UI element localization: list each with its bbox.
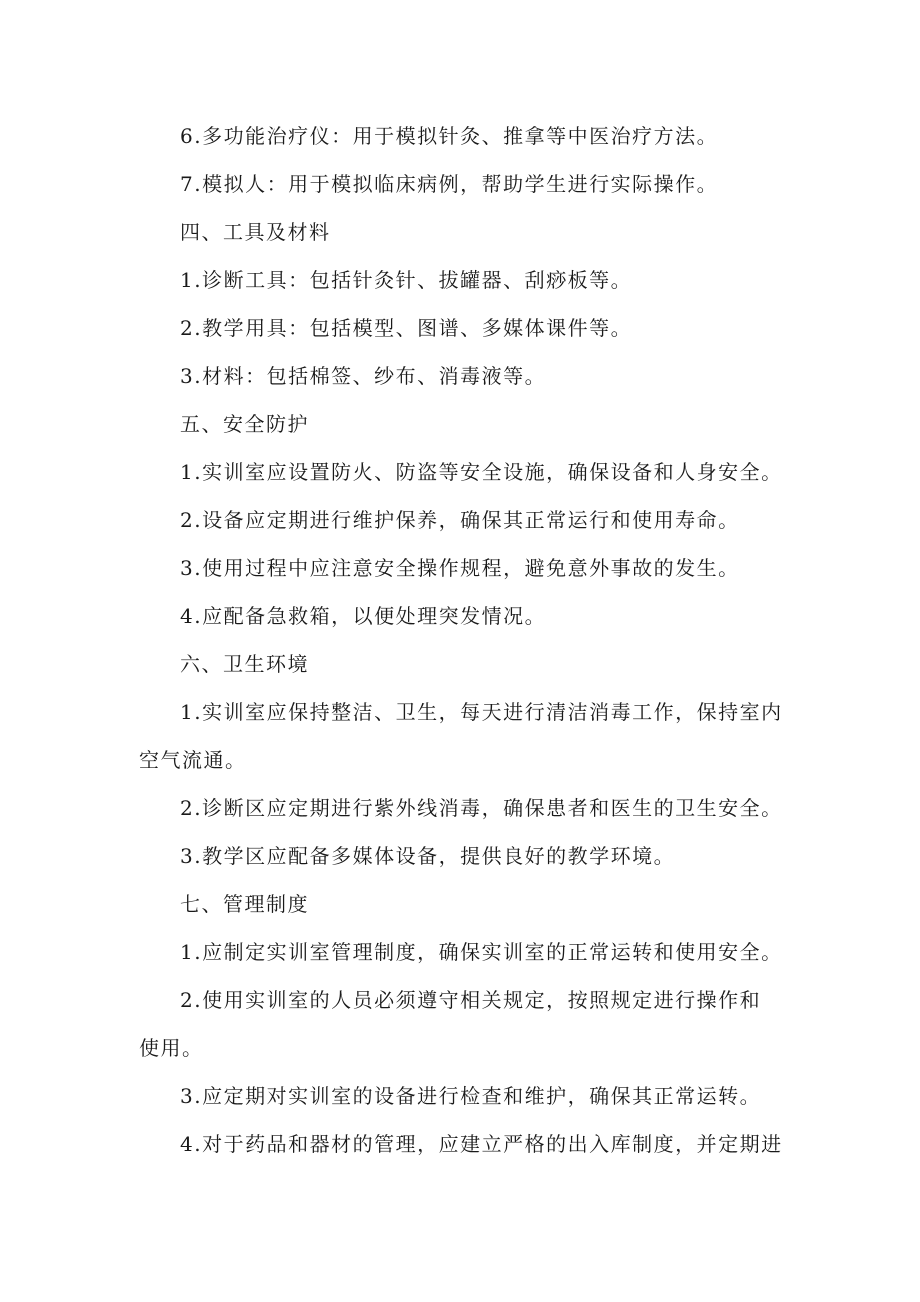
paragraph bbox=[139, 352, 789, 400]
paragraph-continuation-line: 使用。 bbox=[139, 1036, 204, 1060]
document-body bbox=[139, 112, 789, 1168]
paragraph bbox=[139, 784, 789, 832]
paragraph-first-line: 七、管理制度 bbox=[180, 892, 309, 916]
paragraph bbox=[139, 832, 789, 880]
paragraph-first-line: 2.使用实训室的人员必须遵守相关规定，按照规定进行操作和 bbox=[180, 988, 762, 1012]
paragraph-first-line: 3.使用过程中应注意安全操作规程，避免意外事故的发生。 bbox=[180, 556, 740, 580]
paragraph-first-line: 2.教学用具：包括模型、图谱、多媒体课件等。 bbox=[180, 316, 633, 340]
paragraph bbox=[139, 448, 789, 496]
paragraph bbox=[139, 928, 789, 976]
paragraph-first-line: 1.应制定实训室管理制度，确保实训室的正常运转和使用安全。 bbox=[180, 940, 783, 964]
paragraph-first-line: 3.应定期对实训室的设备进行检查和维护，确保其正常运转。 bbox=[180, 1084, 762, 1108]
paragraph-first-line: 六、卫生环境 bbox=[180, 652, 309, 676]
paragraph bbox=[139, 976, 789, 1072]
paragraph bbox=[139, 160, 789, 208]
paragraph-first-line: 3.教学区应配备多媒体设备，提供良好的教学环境。 bbox=[180, 844, 676, 868]
paragraph bbox=[139, 304, 789, 352]
paragraph bbox=[139, 208, 789, 256]
paragraph bbox=[139, 592, 789, 640]
paragraph-first-line: 1.实训室应设置防火、防盗等安全设施，确保设备和人身安全。 bbox=[180, 460, 783, 484]
paragraph-first-line: 6.多功能治疗仪：用于模拟针灸、推拿等中医治疗方法。 bbox=[180, 124, 719, 148]
paragraph bbox=[139, 1072, 789, 1120]
paragraph-first-line: 4.对于药品和器材的管理，应建立严格的出入库制度，并定期进 bbox=[180, 1132, 783, 1156]
paragraph-first-line: 7.模拟人：用于模拟临床病例，帮助学生进行实际操作。 bbox=[180, 172, 719, 196]
paragraph bbox=[139, 640, 789, 688]
paragraph-first-line: 1.实训室应保持整洁、卫生，每天进行清洁消毒工作，保持室内 bbox=[180, 700, 783, 724]
paragraph bbox=[139, 496, 789, 544]
paragraph-first-line: 四、工具及材料 bbox=[180, 220, 331, 244]
paragraph-first-line: 3.材料：包括棉签、纱布、消毒液等。 bbox=[180, 364, 547, 388]
paragraph bbox=[139, 544, 789, 592]
paragraph bbox=[139, 880, 789, 928]
paragraph-first-line: 1.诊断工具：包括针灸针、拔罐器、刮痧板等。 bbox=[180, 268, 633, 292]
paragraph bbox=[139, 112, 789, 160]
paragraph-first-line: 五、安全防护 bbox=[180, 412, 309, 436]
paragraph-first-line: 2.诊断区应定期进行紫外线消毒，确保患者和医生的卫生安全。 bbox=[180, 796, 783, 820]
paragraph bbox=[139, 400, 789, 448]
paragraph-first-line: 2.设备应定期进行维护保养，确保其正常运行和使用寿命。 bbox=[180, 508, 740, 532]
paragraph bbox=[139, 256, 789, 304]
paragraph-continuation-line: 空气流通。 bbox=[139, 748, 247, 772]
paragraph-first-line: 4.应配备急救箱，以便处理突发情况。 bbox=[180, 604, 547, 628]
paragraph bbox=[139, 688, 789, 784]
paragraph bbox=[139, 1120, 789, 1168]
